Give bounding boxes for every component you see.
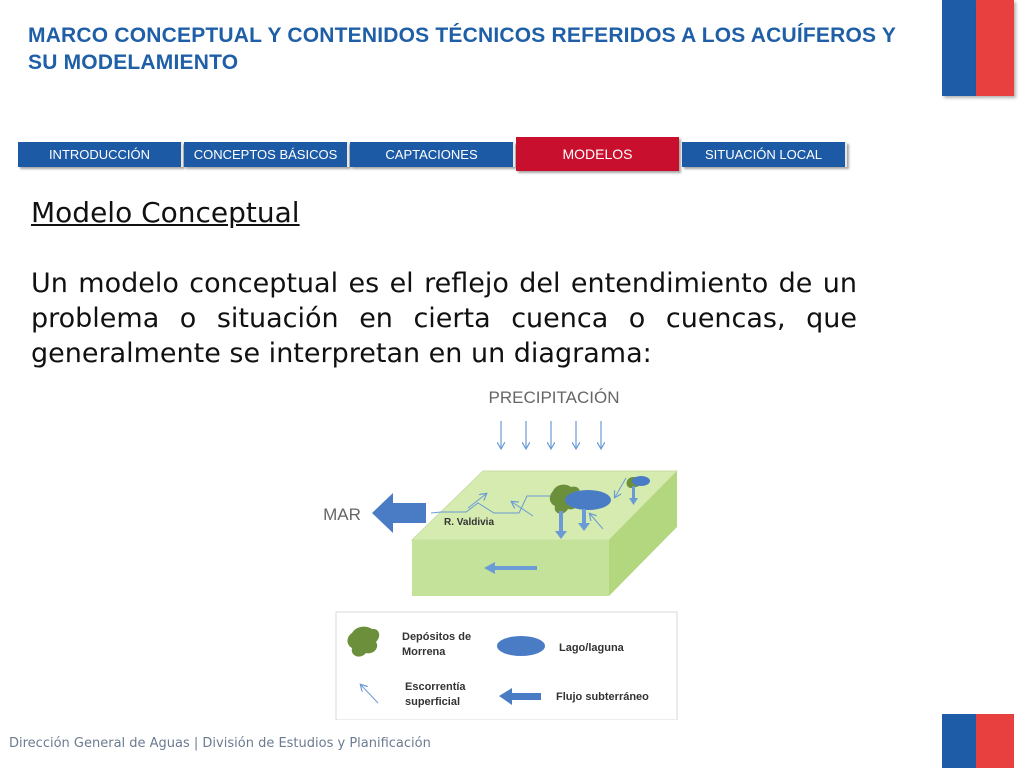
lake [565,490,611,510]
page-title: MARCO CONCEPTUAL Y CONTENIDOS TÉCNICOS REFERIDOS A LOS ACUÍFEROS Y SU MODELAMIENTO [28,24,896,74]
river-label: R. Valdivia [444,517,495,528]
legend-moraine-label: Depósitos de Morrena [402,631,472,658]
section-heading: Modelo Conceptual [31,196,300,229]
tab-introduccion[interactable]: INTRODUCCIÓN [18,142,183,167]
legend-groundwater-label: Flujo subterráneo [556,691,649,703]
sea-label: MAR [323,505,361,524]
flag-top-decoration [942,0,1014,96]
flag-bottom-decoration [942,714,1014,768]
legend-lake-icon [497,636,545,656]
legend [336,612,677,720]
lake-small [632,476,650,486]
tab-conceptos-basicos[interactable]: CONCEPTOS BÁSICOS [184,142,349,167]
groundwater-flow-arrow [494,566,537,570]
section-paragraph: Un modelo conceptual es el reflejo del entendimiento de un problema o situación en cierta cuenca o cuencas, que generalmente se interpretan en un diagrama: [31,268,857,369]
tab-captaciones[interactable]: CAPTACIONES [350,142,515,167]
tab-modelos[interactable]: MODELOS [516,137,679,171]
legend-runoff-label: Escorrentía superficial [405,681,466,708]
conceptual-model-diagram [300,380,700,720]
precipitation-arrows [501,421,601,448]
footer-credit: Dirección General de Aguas | División de Estudios y Planificación [9,736,431,751]
outflow-arrow [372,493,426,533]
legend-lake-label: Lago/laguna [559,642,624,654]
precipitation-label: PRECIPITACIÓN [488,388,620,407]
basin-block [412,471,677,596]
tab-situacion-local[interactable]: SITUACIÓN LOCAL [682,142,847,167]
